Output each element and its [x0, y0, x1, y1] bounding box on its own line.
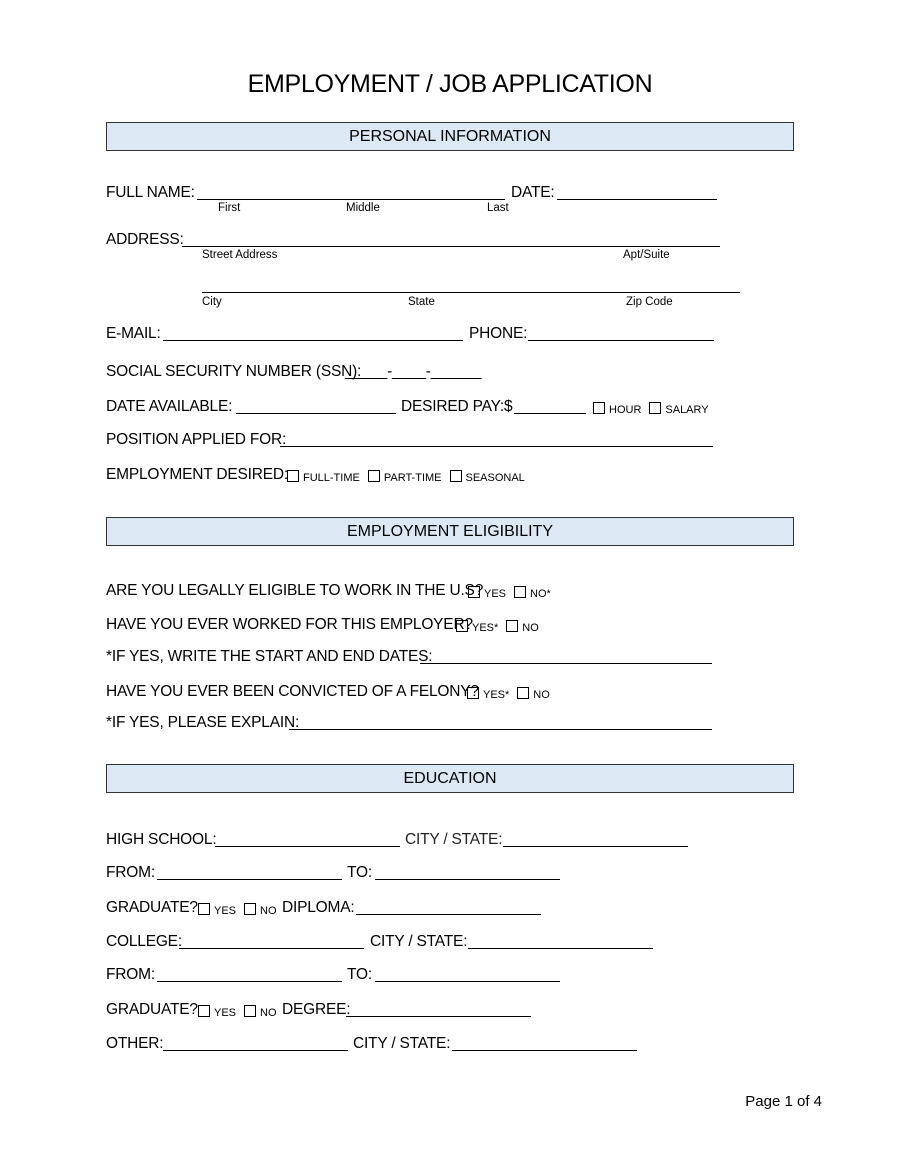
college-grad-no-checkbox[interactable] — [244, 1005, 256, 1017]
felony-yes-checkbox[interactable] — [467, 687, 479, 699]
eligible-no-label: NO* — [530, 588, 551, 600]
date-available-label: DATE AVAILABLE: — [106, 398, 233, 415]
section-education: EDUCATION — [106, 764, 794, 793]
worked-before-yes-checkbox[interactable] — [456, 620, 468, 632]
high-school-grad-yes-checkbox[interactable] — [198, 903, 210, 915]
college-grad-yes-checkbox[interactable] — [198, 1005, 210, 1017]
other-city-state-label: CITY / STATE: — [353, 1035, 451, 1052]
eligible-question: ARE YOU LEGALLY ELIGIBLE TO WORK IN THE U.S? — [106, 582, 484, 599]
city-caption: City — [202, 296, 222, 308]
page-number: Page 1 of 4 — [745, 1093, 822, 1110]
felony-no-checkbox[interactable] — [517, 687, 529, 699]
high-school-city-state-label: CITY / STATE: — [405, 831, 503, 848]
page-title: EMPLOYMENT / JOB APPLICATION — [247, 70, 653, 98]
high-school-to-label: TO: — [347, 864, 372, 881]
college-label: COLLEGE: — [106, 933, 182, 950]
college-city-state-field[interactable] — [468, 948, 653, 949]
full-time-checkbox[interactable] — [287, 470, 299, 482]
section-personal-information: PERSONAL INFORMATION — [106, 122, 794, 151]
zip-code-caption: Zip Code — [626, 296, 673, 308]
high-school-from-field[interactable] — [157, 879, 342, 880]
part-time-option-label: PART-TIME — [383, 472, 442, 484]
city-state-zip-field[interactable] — [202, 292, 740, 293]
salary-option-label: SALARY — [665, 404, 709, 416]
hour-checkbox[interactable] — [593, 402, 605, 414]
desired-pay-label: DESIRED PAY: — [401, 398, 504, 415]
date-field[interactable] — [557, 199, 717, 200]
full-name-field[interactable] — [197, 199, 505, 200]
high-school-graduate-label: GRADUATE? — [106, 899, 198, 916]
street-address-field[interactable] — [182, 246, 720, 247]
college-to-label: TO: — [347, 966, 372, 983]
high-school-grad-no-checkbox[interactable] — [244, 903, 256, 915]
section-employment-eligibility: EMPLOYMENT ELIGIBILITY — [106, 517, 794, 546]
position-field[interactable] — [280, 446, 713, 447]
dollar-sign: $ — [504, 398, 513, 415]
felony-explain-field[interactable] — [289, 729, 712, 730]
felony-explain-label: *IF YES, PLEASE EXPLAIN: — [106, 714, 300, 731]
college-from-field[interactable] — [157, 981, 342, 982]
seasonal-option-label: SEASONAL — [465, 472, 525, 484]
diploma-label: DIPLOMA: — [282, 899, 355, 916]
phone-field[interactable] — [528, 340, 714, 341]
position-label: POSITION APPLIED FOR: — [106, 431, 287, 448]
full-time-option-label: FULL-TIME — [303, 472, 360, 484]
email-field[interactable] — [163, 340, 463, 341]
last-name-caption: Last — [487, 202, 509, 214]
address-label: ADDRESS: — [106, 231, 184, 248]
college-grad-no-label: NO — [260, 1007, 277, 1019]
other-city-state-field[interactable] — [452, 1050, 637, 1051]
start-end-dates-field[interactable] — [420, 663, 712, 664]
eligible-yes-checkbox[interactable] — [468, 586, 480, 598]
part-time-checkbox[interactable] — [368, 470, 380, 482]
eligible-no-checkbox[interactable] — [514, 586, 526, 598]
college-graduate-label: GRADUATE? — [106, 1001, 198, 1018]
high-school-field[interactable] — [215, 846, 400, 847]
first-name-caption: First — [218, 202, 241, 214]
high-school-grad-yes-label: YES — [214, 905, 237, 917]
start-end-dates-label: *IF YES, WRITE THE START AND END DATES: — [106, 648, 433, 665]
email-label: E-MAIL: — [106, 325, 161, 342]
phone-label: PHONE: — [469, 325, 528, 342]
diploma-field[interactable] — [356, 914, 541, 915]
date-available-field[interactable] — [236, 413, 396, 414]
seasonal-checkbox[interactable] — [450, 470, 462, 482]
worked-before-no-checkbox[interactable] — [506, 620, 518, 632]
felony-no-label: NO — [533, 689, 550, 701]
college-grad-yes-label: YES — [214, 1007, 237, 1019]
college-field[interactable] — [179, 948, 364, 949]
middle-name-caption: Middle — [346, 202, 380, 214]
hour-option-label: HOUR — [609, 404, 642, 416]
state-caption: State — [408, 296, 435, 308]
eligible-yes-label: YES — [484, 588, 507, 600]
desired-pay-field[interactable] — [514, 413, 586, 414]
full-name-label: FULL NAME: — [106, 184, 195, 201]
employment-desired-label: EMPLOYMENT DESIRED: — [106, 466, 288, 483]
other-field[interactable] — [163, 1050, 348, 1051]
worked-before-question: HAVE YOU EVER WORKED FOR THIS EMPLOYER? — [106, 616, 473, 633]
ssn-label: SOCIAL SECURITY NUMBER (SSN): — [106, 363, 362, 380]
degree-label: DEGREE: — [282, 1001, 351, 1018]
college-from-label: FROM: — [106, 966, 155, 983]
ssn-field[interactable]: _____-____-______ — [345, 363, 482, 380]
salary-checkbox[interactable] — [649, 402, 661, 414]
felony-question: HAVE YOU EVER BEEN CONVICTED OF A FELONY? — [106, 683, 479, 700]
college-city-state-label: CITY / STATE: — [370, 933, 468, 950]
apt-suite-caption: Apt/Suite — [623, 249, 670, 261]
degree-field[interactable] — [346, 1016, 531, 1017]
high-school-from-label: FROM: — [106, 864, 155, 881]
high-school-grad-no-label: NO — [260, 905, 277, 917]
other-label: OTHER: — [106, 1035, 164, 1052]
high-school-city-state-field[interactable] — [503, 846, 688, 847]
street-address-caption: Street Address — [202, 249, 278, 261]
worked-before-yes-label: YES* — [472, 622, 499, 634]
felony-yes-label: YES* — [483, 689, 510, 701]
college-to-field[interactable] — [375, 981, 560, 982]
high-school-label: HIGH SCHOOL: — [106, 831, 217, 848]
worked-before-no-label: NO — [522, 622, 539, 634]
high-school-to-field[interactable] — [375, 879, 560, 880]
date-label: DATE: — [511, 184, 555, 201]
